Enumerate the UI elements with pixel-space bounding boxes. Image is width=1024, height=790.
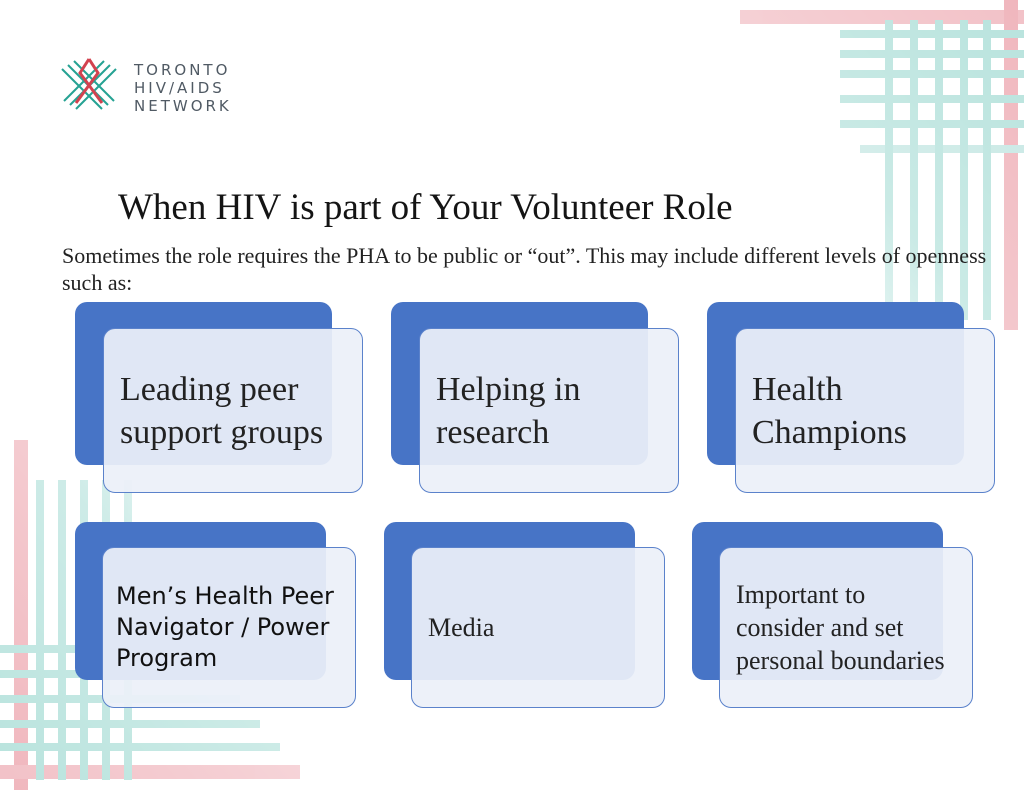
logo-line-1: TORONTO [134, 61, 231, 79]
logo-line-2: HIV/AIDS [134, 79, 225, 97]
card-mens-health-navigator [75, 522, 356, 709]
card-media [384, 522, 665, 709]
card-label: Health Champions [752, 370, 907, 451]
slide-title: When HIV is part of Your Volunteer Role [118, 187, 733, 228]
logo-lattice-icon [58, 55, 120, 117]
card-label: Men’s Health Peer Navigator / Power Program [116, 582, 334, 672]
organization-logo [58, 55, 258, 121]
card-personal-boundaries [692, 522, 973, 709]
card-leading-peer-support [75, 302, 363, 494]
card-label: Important to consider and set personal boundaries [736, 580, 945, 675]
card-health-champions [707, 302, 995, 494]
slide-subtitle: Sometimes the role requires the PHA to be public or “out”. This may include different levels of openness such as: [62, 243, 987, 295]
card-label: Helping in research [436, 370, 581, 451]
logo-text [134, 61, 232, 115]
card-helping-in-research [391, 302, 679, 494]
logo-line-3: NETWORK [134, 97, 232, 115]
card-label: Media [428, 613, 495, 642]
card-label: Leading peer support groups [120, 370, 324, 451]
